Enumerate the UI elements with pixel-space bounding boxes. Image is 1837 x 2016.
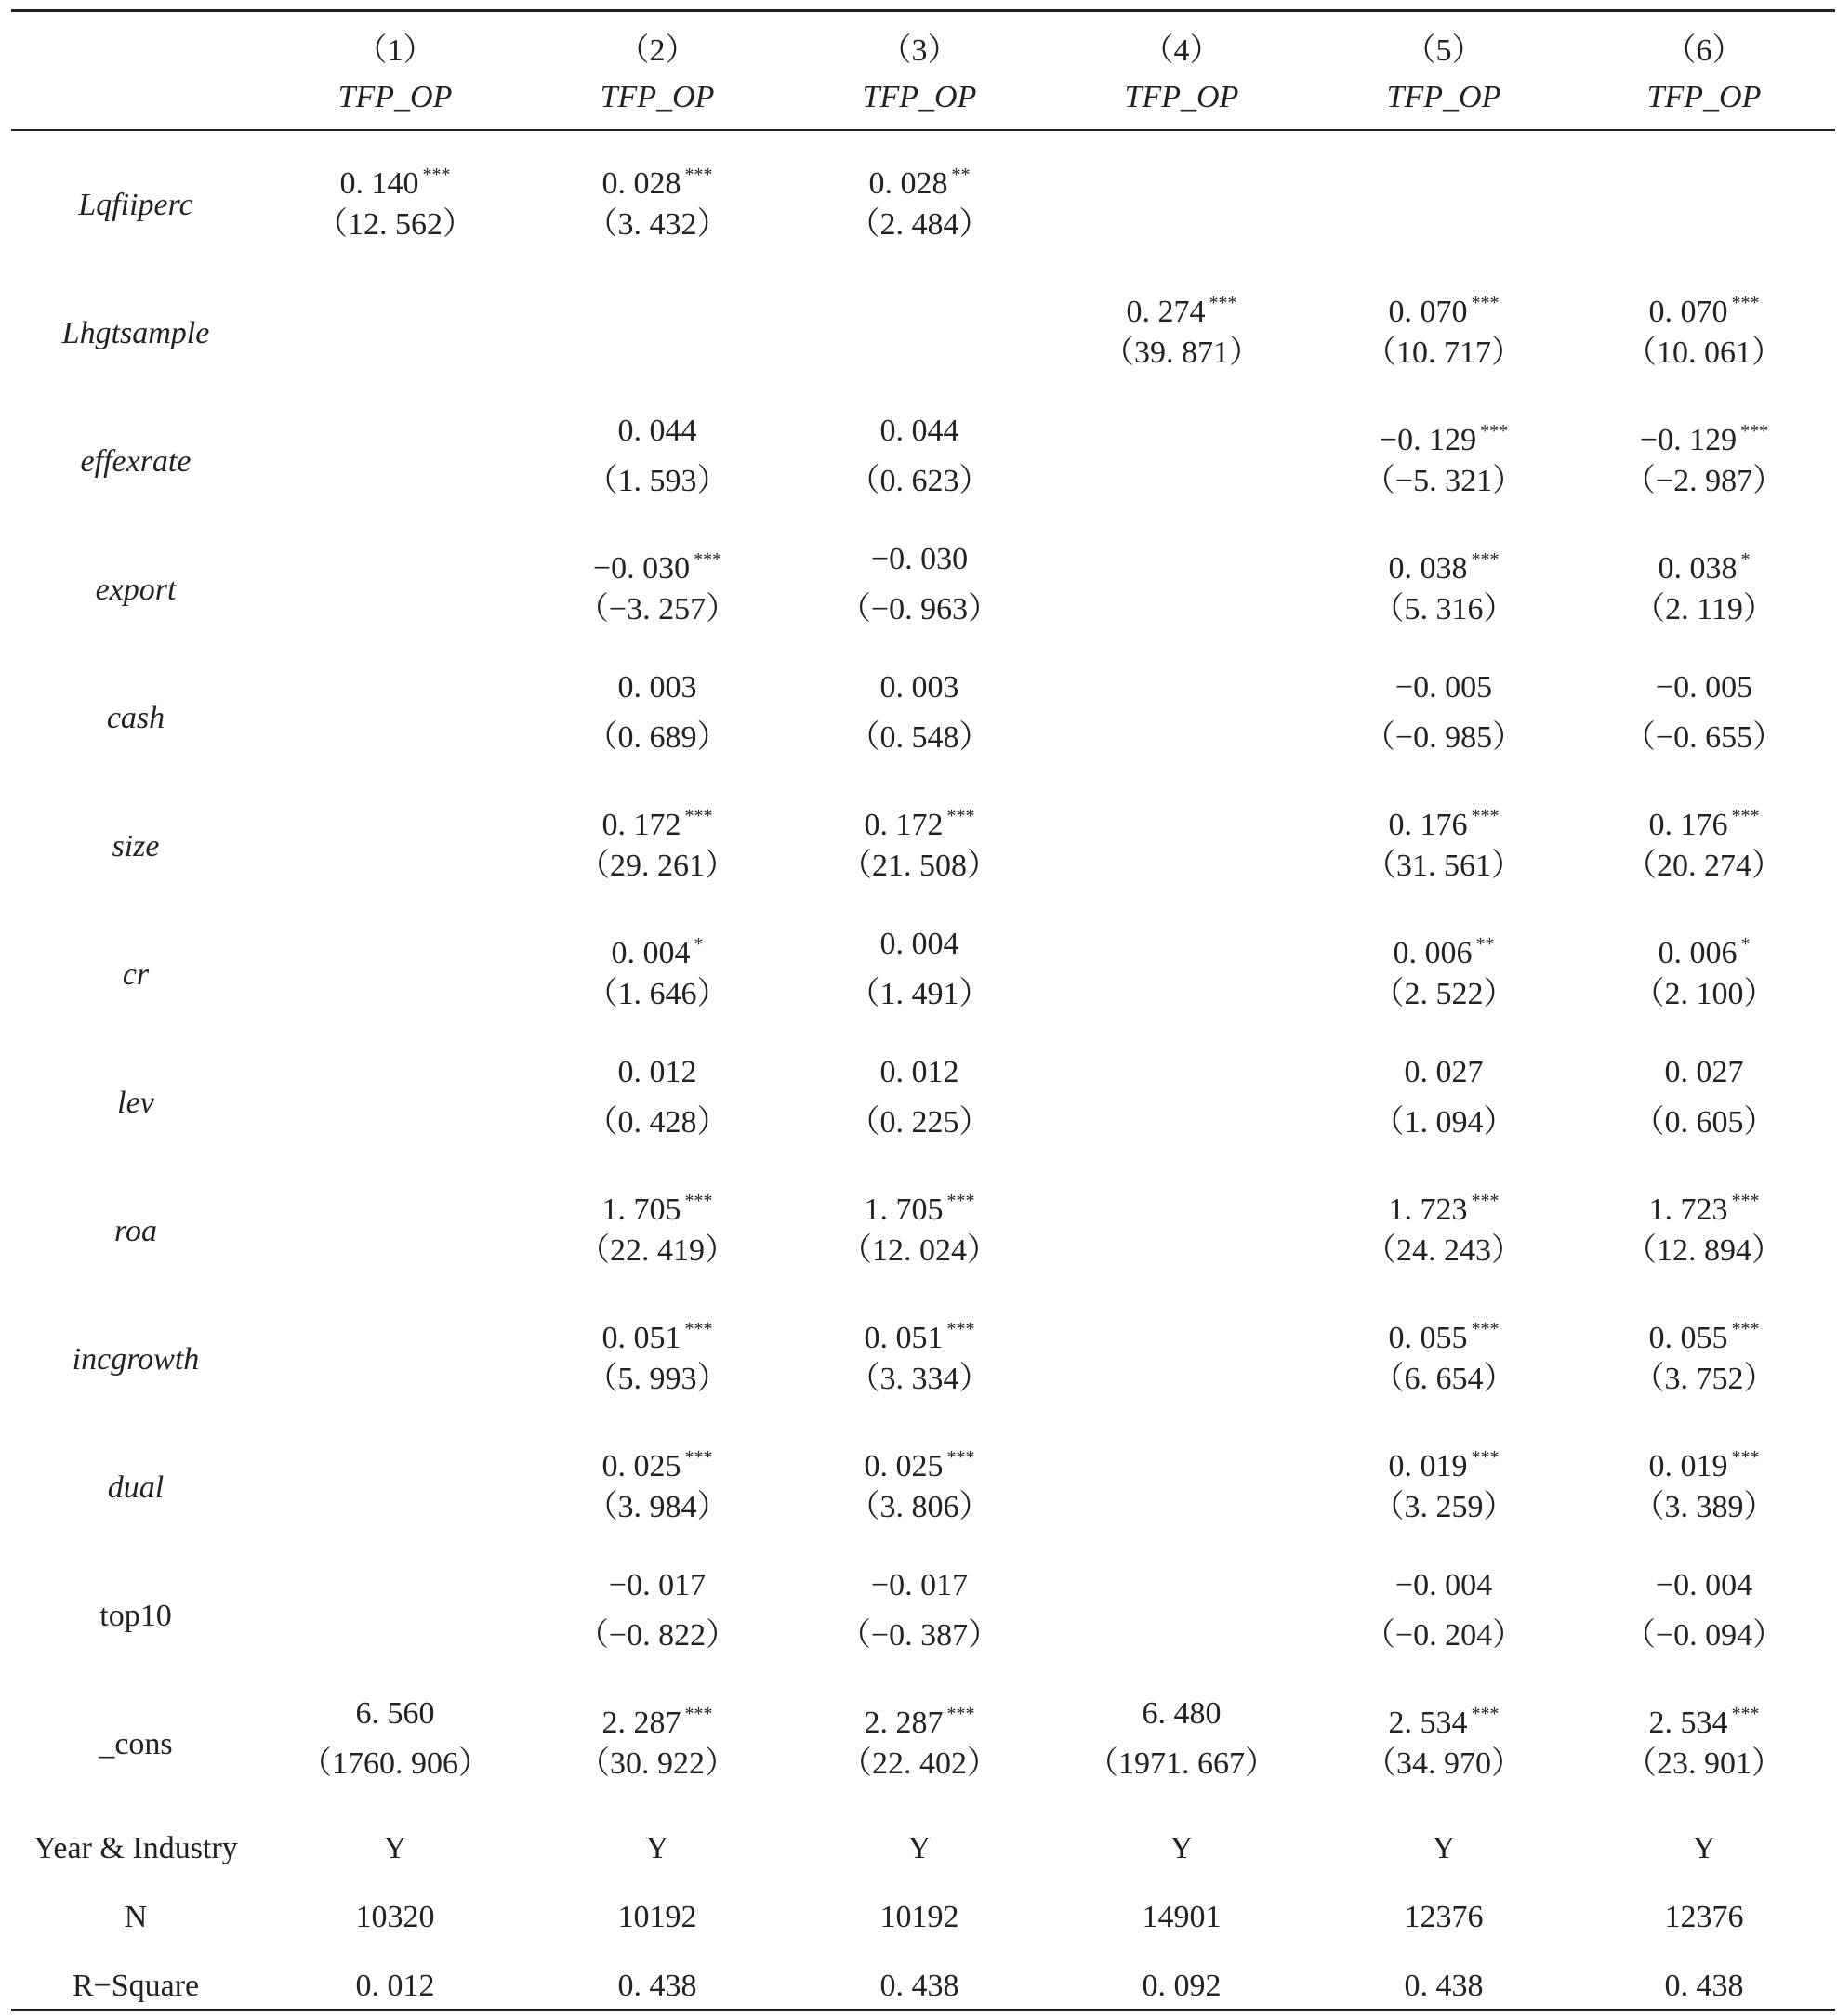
coefficient-cell [1051,1695,1313,1783]
coefficient-cell [1313,669,1575,757]
coefficient-cell [1573,541,1835,628]
coefficient-line [526,413,788,463]
coefficient-cell [1573,797,1835,885]
significance-stars: *** [1471,1447,1500,1468]
t-statistic: （0. 428） [586,1105,729,1140]
coefficient-line [788,1567,1051,1617]
significance-stars: *** [1731,806,1760,826]
footer-value: Y [907,1831,932,1865]
coefficient-line [1051,1695,1313,1746]
t-statistic: （3. 259） [1372,1490,1515,1524]
row-label: size [112,829,160,863]
coefficient-value: 2. 287 [601,1706,681,1740]
coefficient-cell [1573,413,1835,500]
column-dependent-variable: TFP_OP [1124,80,1239,114]
t-statistic: （24. 243） [1365,1233,1523,1268]
coefficient-line [1051,284,1313,335]
t-statistic: （12. 894） [1625,1233,1783,1268]
coefficient-line [1313,1054,1575,1104]
t-statistic: （2. 119） [1633,592,1775,626]
coefficient-line [1573,1182,1835,1232]
row-label: Lhgtsample [61,316,210,350]
coefficient-line [1573,669,1835,719]
column-dependent-variable: TFP_OP [337,80,453,114]
coefficient-value: 0. 003 [617,670,697,705]
coefficient-value: 0. 172 [601,808,681,842]
t-statistic: （5. 316） [1372,592,1515,626]
significance-stars: *** [1471,293,1500,313]
coefficient-cell [1313,1182,1575,1270]
significance-stars: *** [684,165,713,185]
significance-stars: ** [951,165,971,185]
coefficient-cell [526,1567,788,1654]
row-label: roa [114,1214,157,1248]
coefficient-value: 0. 027 [1404,1055,1484,1089]
coefficient-value: 6. 480 [1142,1696,1222,1731]
coefficient-value: −0. 005 [1394,670,1493,705]
row-label: Lqfiiperc [78,188,193,222]
t-statistic: （3. 432） [586,207,729,242]
t-statistic: （10. 061） [1625,336,1783,370]
coefficient-value: −0. 005 [1655,670,1753,705]
row-label: top10 [99,1599,172,1633]
coefficient-line [526,1311,788,1361]
t-statistic: （0. 605） [1632,1105,1776,1140]
significance-stars: * [1740,934,1751,955]
coefficient-cell [526,1695,788,1783]
t-statistic: （3. 806） [848,1490,991,1524]
significance-stars: *** [684,1447,713,1468]
significance-stars: *** [946,1319,975,1339]
significance-stars: * [1740,549,1751,570]
coefficient-cell [788,926,1051,1013]
coefficient-cell [788,1439,1051,1526]
coefficient-cell [526,1054,788,1141]
coefficient-value: 2. 534 [1648,1706,1728,1740]
coefficient-value: 0. 004 [879,927,959,961]
row-label: lev [117,1086,154,1120]
footer-value: 12376 [1664,1900,1744,1934]
significance-stars: *** [946,1447,975,1468]
coefficient-cell [526,926,788,1013]
coefficient-value: 0. 004 [611,936,691,970]
coefficient-line [526,1695,788,1746]
footer-value: Y [645,1831,669,1865]
footer-value: 10192 [617,1900,697,1934]
footer-value: 0. 092 [1142,1969,1222,2003]
column-number: （5） [1404,33,1484,68]
coefficient-cell [788,1695,1051,1783]
significance-stars: *** [1471,1704,1500,1724]
t-statistic: （12. 024） [840,1233,998,1268]
coefficient-line [1573,413,1835,463]
coefficient-cell [788,1182,1051,1270]
t-statistic: （−0. 985） [1363,720,1525,755]
coefficient-value: 0. 025 [864,1449,944,1483]
t-statistic: （0. 689） [586,720,729,755]
t-statistic: （1760. 906） [300,1746,490,1781]
t-statistic: （−0. 387） [839,1618,1000,1653]
coefficient-value: 1. 705 [864,1192,944,1227]
coefficient-value: 0. 028 [601,166,681,201]
coefficient-value: −0. 030 [870,542,969,576]
t-statistic: （1. 094） [1372,1105,1515,1140]
column-number: （2） [617,33,697,68]
coefficient-cell [1573,1695,1835,1783]
coefficient-value: 0. 006 [1393,936,1473,970]
coefficient-line [788,1311,1051,1361]
top-rule [11,9,1835,12]
row-label: _cons [99,1727,173,1761]
coefficient-line [1573,1054,1835,1104]
coefficient-value: 1. 705 [601,1192,681,1227]
t-statistic: （−0. 963） [839,592,1000,626]
t-statistic: （−0. 094） [1623,1618,1785,1653]
footer-value: 10320 [355,1900,435,1934]
t-statistic: （3. 389） [1632,1490,1776,1524]
t-statistic: （2. 100） [1632,977,1776,1011]
coefficient-cell [526,541,788,628]
t-statistic: （2. 484） [848,207,991,242]
coefficient-line [1313,284,1575,335]
column-number: （1） [355,33,435,68]
significance-stars: *** [684,1319,713,1339]
significance-stars: *** [1731,293,1760,313]
coefficient-cell [1573,1054,1835,1141]
significance-stars: *** [946,1704,975,1724]
coefficient-value: 0. 012 [879,1055,959,1089]
coefficient-cell [1573,1567,1835,1654]
coefficient-value: 0. 055 [1648,1321,1728,1355]
coefficient-value: 0. 019 [1648,1449,1728,1483]
t-statistic: （−2. 987） [1623,464,1785,498]
t-statistic: （1. 646） [586,977,729,1011]
t-statistic: （2. 522） [1372,977,1515,1011]
coefficient-cell [788,156,1051,244]
coefficient-line [1573,1695,1835,1746]
coefficient-cell [1313,1054,1575,1141]
footer-value: Y [1170,1831,1194,1865]
coefficient-line [1573,926,1835,976]
t-statistic: （39. 871） [1103,336,1261,370]
footer-value: 0. 012 [355,1969,435,2003]
t-statistic: （5. 993） [586,1362,729,1396]
significance-stars: *** [1731,1191,1760,1211]
coefficient-line [1313,797,1575,848]
footer-value: 0. 438 [617,1969,697,2003]
t-statistic: （0. 623） [848,464,991,498]
t-statistic: （1. 491） [848,977,991,1011]
column-dependent-variable: TFP_OP [600,80,715,114]
coefficient-value: −0. 004 [1394,1568,1493,1602]
coefficient-line [526,1182,788,1232]
coefficient-line [1573,541,1835,591]
t-statistic: （23. 901） [1625,1746,1783,1781]
t-statistic: （−0. 655） [1623,720,1785,755]
coefficient-cell [788,1567,1051,1654]
t-statistic: （3. 334） [848,1362,991,1396]
row-label: incgrowth [72,1342,200,1377]
t-statistic: （0. 548） [848,720,991,755]
coefficient-line [788,413,1051,463]
coefficient-line [788,797,1051,848]
coefficient-value: 0. 044 [617,414,697,448]
coefficient-value: 0. 038 [1658,551,1738,586]
t-statistic: （1971. 667） [1087,1746,1276,1781]
t-statistic: （−0. 822） [576,1618,738,1653]
t-statistic: （22. 419） [578,1233,736,1268]
coefficient-line [1573,797,1835,848]
coefficient-value: 0. 176 [1648,808,1728,842]
coefficient-value: −0. 030 [592,551,691,586]
t-statistic: （0. 225） [848,1105,991,1140]
coefficient-line [788,541,1051,591]
coefficient-value: −0. 017 [870,1568,969,1602]
significance-stars: *** [1731,1447,1760,1468]
t-statistic: （34. 970） [1365,1746,1523,1781]
t-statistic: （3. 752） [1632,1362,1776,1396]
coefficient-cell [526,1311,788,1398]
coefficient-cell [526,156,788,244]
coefficient-line [1573,284,1835,335]
coefficient-line [526,1567,788,1617]
column-dependent-variable: TFP_OP [1386,80,1501,114]
coefficient-value: 0. 070 [1388,295,1468,329]
significance-stars: *** [1471,1191,1500,1211]
coefficient-cell [1313,1695,1575,1783]
footer-label: N [124,1900,148,1934]
bottom-rule [11,2009,1835,2011]
coefficient-line [788,1182,1051,1232]
coefficient-cell [526,669,788,757]
significance-stars: *** [694,549,722,570]
coefficient-value: 0. 140 [339,166,419,201]
coefficient-line [1573,1311,1835,1361]
coefficient-line [1313,1695,1575,1746]
coefficient-value: 0. 274 [1126,295,1206,329]
coefficient-line [1313,1567,1575,1617]
footer-label: R−Square [72,1969,200,2003]
t-statistic: （21. 508） [840,849,998,883]
significance-stars: *** [422,165,451,185]
significance-stars: *** [1209,293,1237,313]
coefficient-line [526,669,788,719]
coefficient-value: 2. 534 [1388,1706,1468,1740]
significance-stars: *** [684,1704,713,1724]
coefficient-value: −0. 129 [1639,423,1738,457]
coefficient-cell [1573,926,1835,1013]
coefficient-cell [526,1182,788,1270]
coefficient-value: −0. 129 [1379,423,1477,457]
coefficient-cell [1313,1567,1575,1654]
coefficient-value: 0. 012 [617,1055,697,1089]
t-statistic: （3. 984） [586,1490,729,1524]
coefficient-line [526,797,788,848]
coefficient-cell [1313,1311,1575,1398]
significance-stars: ** [1475,934,1495,955]
coefficient-value: 0. 028 [868,166,948,201]
coefficient-value: 0. 025 [601,1449,681,1483]
significance-stars: *** [1740,421,1769,441]
significance-stars: *** [684,1191,713,1211]
coefficient-value: 1. 723 [1648,1192,1728,1227]
footer-value: Y [383,1831,407,1865]
coefficient-cell [1313,413,1575,500]
significance-stars: *** [946,806,975,826]
t-statistic: （−3. 257） [576,592,738,626]
coefficient-value: −0. 017 [608,1568,707,1602]
coefficient-value: 0. 070 [1648,295,1728,329]
coefficient-value: 0. 038 [1388,551,1468,586]
t-statistic: （−5. 321） [1363,464,1525,498]
coefficient-line [788,669,1051,719]
coefficient-value: 0. 172 [864,808,944,842]
coefficient-line [526,541,788,591]
row-label: cash [106,701,165,735]
footer-label: Year & Industry [33,1831,238,1865]
column-dependent-variable: TFP_OP [1646,80,1762,114]
coefficient-cell [264,1695,526,1783]
coefficient-line [264,1695,526,1746]
coefficient-cell [788,1054,1051,1141]
coefficient-value: 6. 560 [355,1696,435,1731]
coefficient-cell [788,413,1051,500]
coefficient-cell [526,797,788,885]
t-statistic: （10. 717） [1365,336,1523,370]
coefficient-line [526,1054,788,1104]
t-statistic: （−0. 204） [1363,1618,1525,1653]
coefficient-cell [1051,284,1313,372]
column-dependent-variable: TFP_OP [862,80,977,114]
coefficient-line [1313,1182,1575,1232]
significance-stars: * [694,934,704,955]
footer-value: Y [1432,1831,1456,1865]
coefficient-line [526,926,788,976]
t-statistic: （31. 561） [1365,849,1523,883]
coefficient-cell [1573,1439,1835,1526]
t-statistic: （6. 654） [1372,1362,1515,1396]
coefficient-cell [1573,669,1835,757]
coefficient-line [788,156,1051,206]
coefficient-cell [526,1439,788,1526]
coefficient-cell [788,669,1051,757]
coefficient-cell [1313,541,1575,628]
coefficient-value: 2. 287 [864,1706,944,1740]
coefficient-cell [1573,1182,1835,1270]
footer-value: Y [1692,1831,1716,1865]
significance-stars: *** [1471,806,1500,826]
coefficient-line [526,156,788,206]
significance-stars: *** [1471,549,1500,570]
coefficient-line [1313,541,1575,591]
row-label: export [95,573,177,607]
coefficient-value: 0. 051 [601,1321,681,1355]
coefficient-line [1313,926,1575,976]
coefficient-cell [1313,926,1575,1013]
footer-value: 0. 438 [879,1969,959,2003]
t-statistic: （12. 562） [316,207,474,242]
row-label: effexrate [80,444,192,479]
coefficient-value: 1. 723 [1388,1192,1468,1227]
significance-stars: *** [684,806,713,826]
coefficient-value: −0. 004 [1655,1568,1753,1602]
coefficient-line [264,156,526,206]
coefficient-value: 0. 006 [1658,936,1738,970]
coefficient-cell [1313,284,1575,372]
t-statistic: （20. 274） [1625,849,1783,883]
footer-value: 12376 [1404,1900,1484,1934]
t-statistic: （22. 402） [840,1746,998,1781]
coefficient-value: 0. 019 [1388,1449,1468,1483]
coefficient-cell [788,1311,1051,1398]
coefficient-line [1313,669,1575,719]
coefficient-cell [788,797,1051,885]
coefficient-line [788,1439,1051,1489]
coefficient-value: 0. 003 [879,670,959,705]
coefficient-cell [1573,1311,1835,1398]
footer-value: 0. 438 [1404,1969,1484,2003]
column-number: （6） [1664,33,1744,68]
coefficient-line [1313,1311,1575,1361]
coefficient-cell [526,413,788,500]
header-rule [11,129,1835,131]
coefficient-cell [264,156,526,244]
significance-stars: *** [1471,1319,1500,1339]
coefficient-line [788,1695,1051,1746]
row-label: dual [107,1470,165,1505]
coefficient-value: 0. 051 [864,1321,944,1355]
row-label: cr [122,957,150,992]
coefficient-value: 0. 176 [1388,808,1468,842]
coefficient-line [526,1439,788,1489]
coefficient-line [788,1054,1051,1104]
coefficient-cell [1573,284,1835,372]
coefficient-cell [1313,1439,1575,1526]
t-statistic: （1. 593） [586,464,729,498]
coefficient-line [1313,1439,1575,1489]
coefficient-value: 0. 044 [879,414,959,448]
coefficient-value: 0. 027 [1664,1055,1744,1089]
coefficient-line [1573,1567,1835,1617]
significance-stars: *** [1731,1319,1760,1339]
footer-value: 14901 [1142,1900,1222,1934]
column-number: （4） [1142,33,1222,68]
coefficient-line [1573,1439,1835,1489]
significance-stars: *** [946,1191,975,1211]
column-number: （3） [879,33,959,68]
significance-stars: *** [1731,1704,1760,1724]
coefficient-line [1313,413,1575,463]
t-statistic: （29. 261） [578,849,736,883]
significance-stars: *** [1480,421,1509,441]
coefficient-cell [788,541,1051,628]
footer-value: 0. 438 [1664,1969,1744,2003]
t-statistic: （30. 922） [578,1746,736,1781]
coefficient-value: 0. 055 [1388,1321,1468,1355]
footer-value: 10192 [879,1900,959,1934]
coefficient-line [788,926,1051,976]
coefficient-cell [1313,797,1575,885]
